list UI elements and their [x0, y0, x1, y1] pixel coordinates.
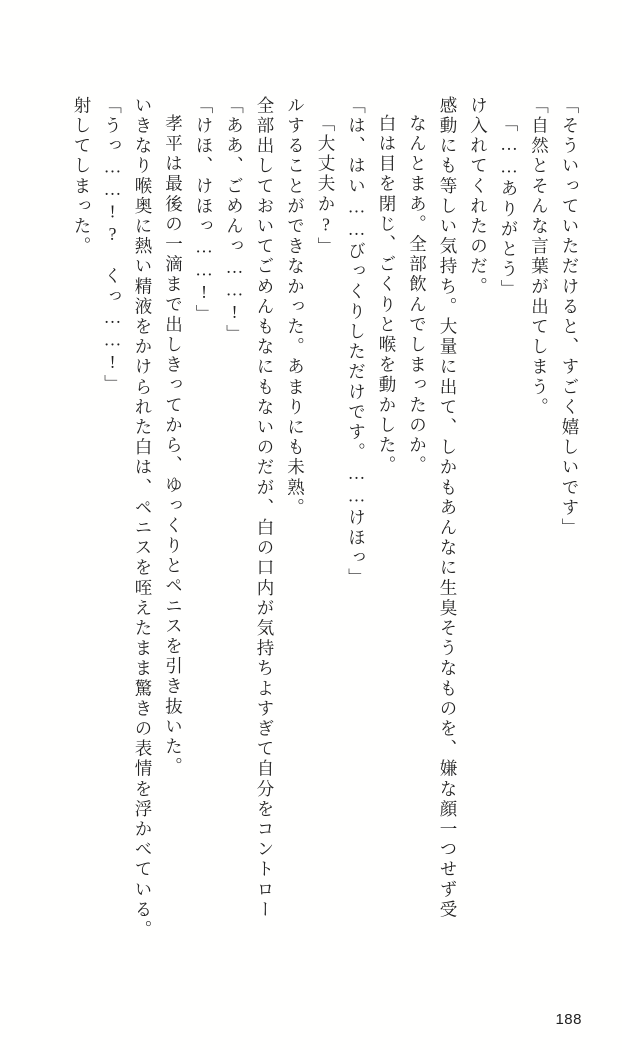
text-line: 孝平は最後の一滴まで出しきってから、ゆっくりとペニスを引き抜いた。 [163, 114, 184, 778]
text-line: 射してしまった。 [72, 96, 92, 257]
text-line: 「自然とそんな言葉が出てしまう。 [529, 96, 550, 418]
text-line: 感動にも等しい気持ち。大量に出て、しかもあんなに生臭そうなものを、嫌な顔一つせず受 [438, 96, 458, 921]
text-line: 「……ありがとう」 [499, 114, 519, 300]
page-number: 188 [555, 1011, 582, 1028]
text-line: いきなり喉奥に熱い精液をかけられた白は、ペニスを咥えたまま驚きの表情を浮かべている。 [133, 96, 153, 941]
text-line: 「は、はい……びっくりしただけです。……けほっ」 [346, 96, 367, 589]
text-line: 「ああ、ごめんっ……!」 [224, 96, 245, 345]
text-line: なんとまあ。全部飲んでしまったのか。 [407, 114, 428, 476]
text-line: 「けほ、けほっ……!」 [194, 96, 214, 325]
text-line: 全部出しておいてごめんもなにもないのだが、白の口内が気持ちよすぎて自分をコントロー [255, 96, 275, 921]
vertical-text-block [60, 96, 579, 976]
text-line: 「うっ……!? くっ……!」 [102, 96, 123, 395]
text-line: け入れてくれたのだ。 [468, 96, 489, 297]
text-line: 「そういっていただけると、すごく嬉しいです」 [560, 96, 580, 539]
text-line: 白は目を閉じ、ごくりと喉を動かした。 [377, 114, 397, 476]
text-line: ルすることができなかった。あまりにも未熟。 [285, 96, 306, 519]
text-line: 「大丈夫か?」 [316, 114, 336, 258]
